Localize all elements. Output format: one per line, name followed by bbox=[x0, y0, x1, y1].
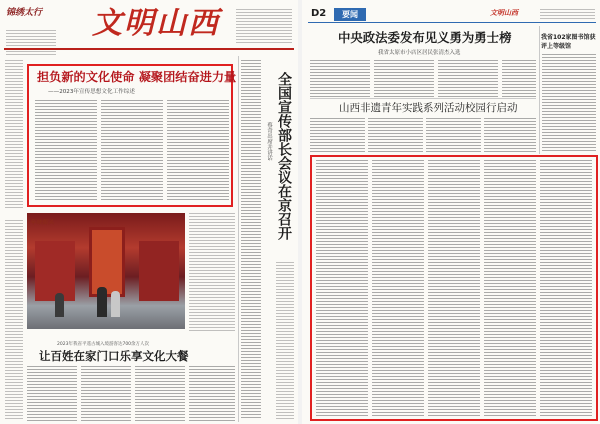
section-tag: 要闻 bbox=[334, 8, 366, 21]
boxed-col-5 bbox=[540, 160, 592, 416]
heroes-body-col-1 bbox=[310, 60, 370, 98]
lead-body-col-3 bbox=[167, 100, 229, 200]
pedestrian-1 bbox=[97, 287, 107, 317]
headline-heroes-subtitle: 我省太原市小店区居民张清杰入选 bbox=[378, 50, 461, 56]
sub-article-col-1 bbox=[27, 366, 77, 422]
lead-subheadline: ——2023年宣传思想文化工作综述 bbox=[48, 89, 135, 95]
heritage-body-col-4 bbox=[484, 118, 536, 152]
heritage-body-col-1 bbox=[310, 118, 365, 152]
street-photo bbox=[27, 213, 185, 329]
right-column-divider bbox=[539, 26, 540, 154]
masthead-issue-info bbox=[236, 9, 292, 45]
building-left bbox=[35, 241, 75, 301]
lead-body-col-2 bbox=[101, 100, 163, 200]
heritage-body-col-2 bbox=[368, 118, 423, 152]
article-divider bbox=[310, 98, 536, 99]
sub-article-col-3 bbox=[135, 366, 185, 422]
heroes-body-col-2 bbox=[374, 60, 434, 98]
left-margin-text-2 bbox=[5, 220, 23, 420]
side-headline-libraries[interactable]: 我省102家图书馆获评上等级馆 bbox=[541, 34, 596, 50]
heritage-body-col-3 bbox=[426, 118, 481, 152]
heroes-body-col-3 bbox=[438, 60, 498, 98]
page-number: D2 bbox=[311, 8, 327, 19]
motto-subtext bbox=[6, 30, 56, 56]
photo-column-label: 年味街头 bbox=[30, 219, 55, 226]
column-divider bbox=[238, 56, 239, 422]
boxed-col-3 bbox=[428, 160, 480, 416]
headline-heroes-list[interactable]: 中央政法委发布见义勇为勇士榜 bbox=[338, 30, 512, 45]
masthead-rule bbox=[4, 48, 294, 50]
photo-side-text bbox=[189, 213, 235, 333]
photo-caption: 2023年我省平遥古城入境游客达700余万人次 bbox=[57, 342, 150, 347]
vertical-article-body-1 bbox=[241, 60, 261, 420]
mini-masthead: 文明山西 bbox=[490, 8, 518, 17]
mini-masthead-info bbox=[540, 9, 595, 19]
building-right bbox=[139, 241, 179, 301]
left-margin-text bbox=[5, 60, 23, 210]
pedestrian-2 bbox=[111, 291, 120, 317]
boxed-col-2 bbox=[372, 160, 424, 416]
vertical-article-body-2 bbox=[276, 262, 294, 420]
boxed-col-1 bbox=[316, 160, 368, 416]
sub-article-col-2 bbox=[81, 366, 131, 422]
left-newspaper-page bbox=[0, 0, 298, 424]
sub-article-col-4 bbox=[189, 366, 235, 422]
heroes-body-col-4 bbox=[502, 60, 536, 98]
headline-heritage-campus[interactable]: 山西非遗青年实践系列活动校园行启动 bbox=[339, 102, 518, 114]
vertical-headline[interactable]: 全国宣传部长会议在京召开 bbox=[276, 72, 292, 240]
sub-headline[interactable]: 让百姓在家门口乐享文化大餐 bbox=[39, 349, 189, 363]
boxed-col-4 bbox=[484, 160, 536, 416]
calligraphy-motto: 锦绣太行 bbox=[6, 8, 43, 18]
vertical-subheadline: 蔡奇出席并讲话 bbox=[266, 122, 272, 161]
lead-body-col-1 bbox=[35, 100, 97, 200]
lead-headline[interactable]: 担负新的文化使命 凝聚团结奋进力量 bbox=[37, 70, 237, 84]
libraries-body bbox=[542, 54, 596, 152]
right-header-rule bbox=[308, 22, 596, 23]
gate-arch bbox=[89, 227, 125, 297]
pedestrian-3 bbox=[55, 293, 64, 317]
masthead-logo: 文明山西 bbox=[92, 6, 220, 41]
